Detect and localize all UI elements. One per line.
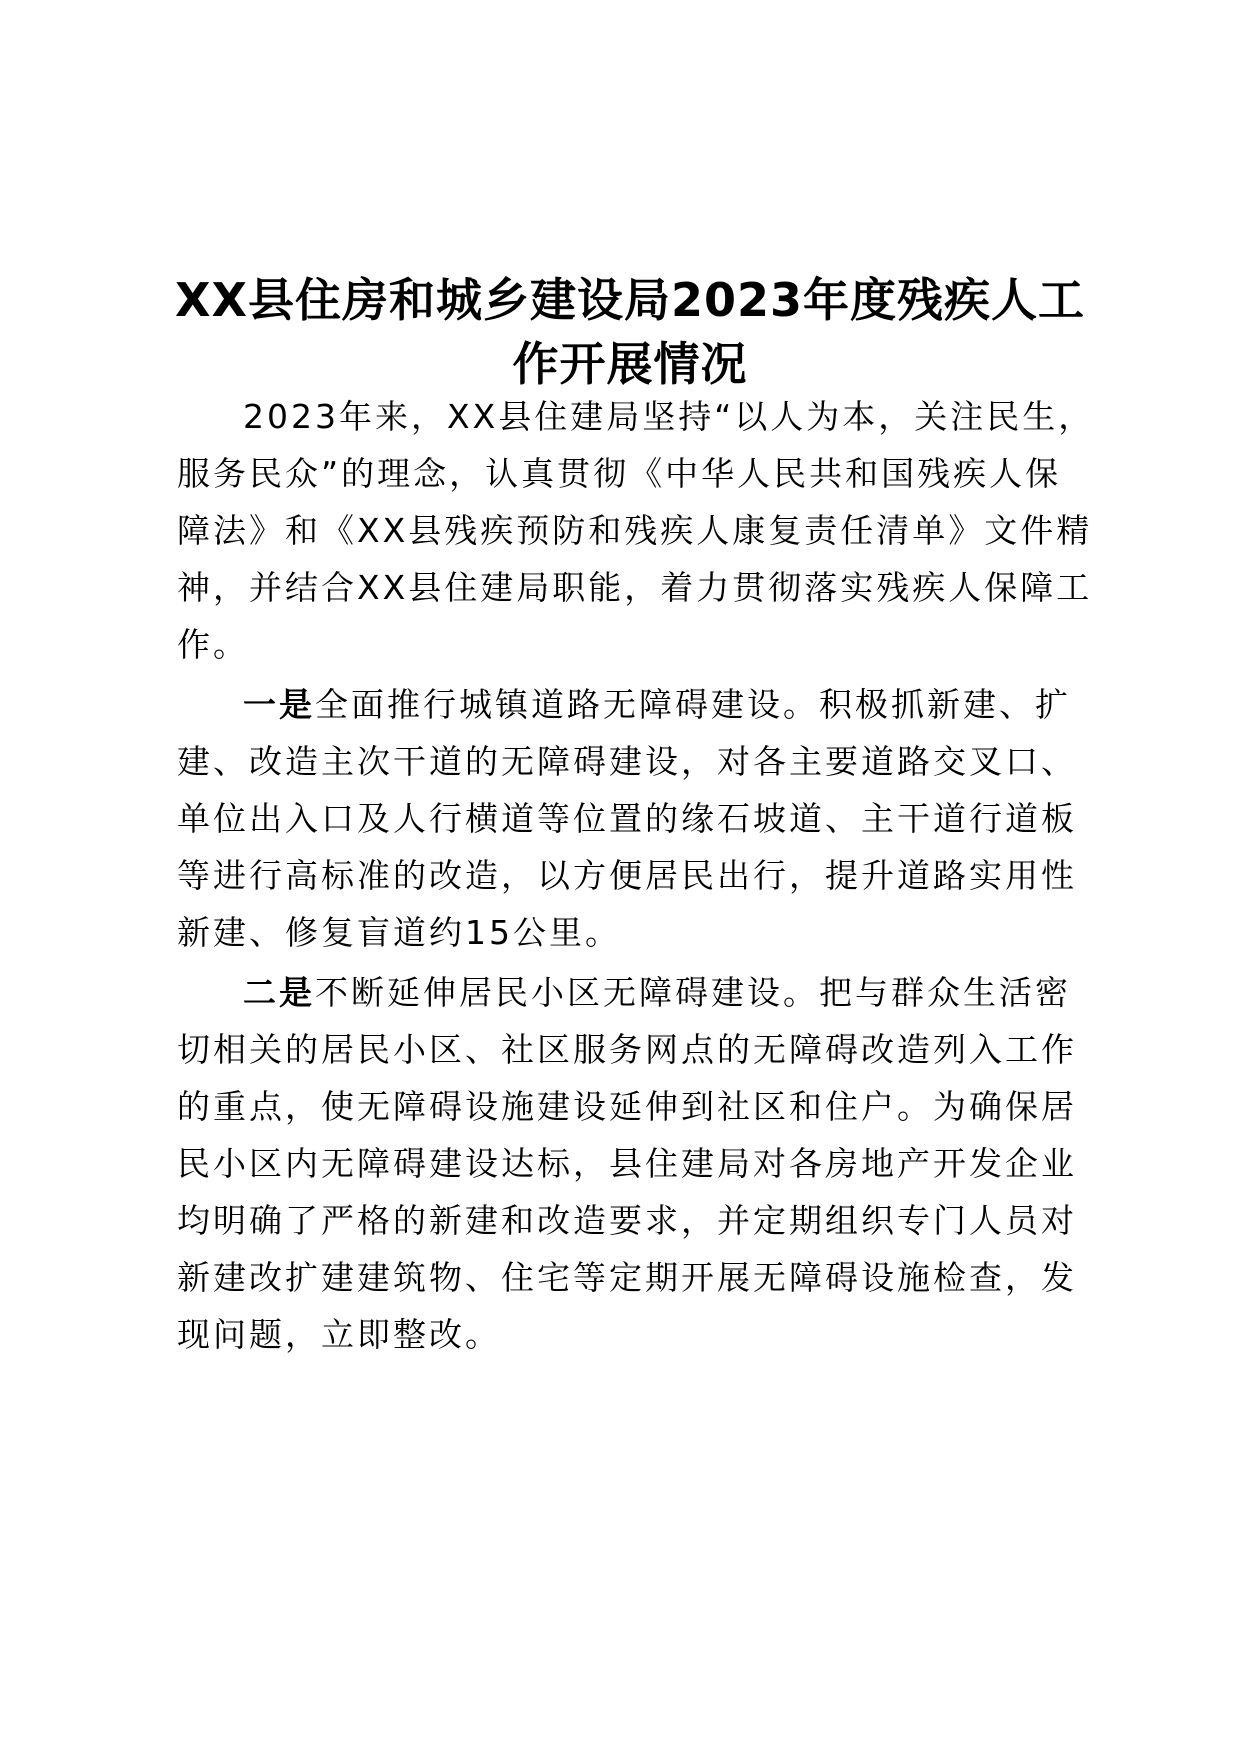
section-2-line: 民小区内无障碍建设达标，县住建局对各房地产开发企业 — [177, 1144, 1077, 1183]
intro-line: 服务民众”的理念，认真贯彻《中华人民共和国残疾人保 — [177, 454, 1062, 493]
section-2-lead: 二是 — [243, 973, 315, 1012]
intro-line: 作。 — [177, 625, 249, 664]
section-2-line: 切相关的居民小区、社区服务网点的无障碍改造列入工作 — [177, 1030, 1077, 1069]
intro-line: 障法》和《XX县残疾预防和残疾人康复责任清单》文件精 — [177, 511, 1093, 550]
section-1-line: 建、改造主次干道的无障碍建设，对各主要道路交叉口、 — [177, 742, 1077, 781]
document-title — [150, 268, 1110, 396]
section-1-text: 全面推行城镇道路无障碍建设。积极抓新建、扩 — [315, 685, 1071, 724]
section-2-first-line — [243, 969, 1071, 1017]
section-1-lead: 一是 — [243, 685, 315, 724]
section-1-line: 新建、修复盲道约15公里。 — [177, 913, 621, 952]
intro-line: 神，并结合XX县住建局职能，着力贯彻落实残疾人保障工 — [177, 568, 1093, 607]
section-2-line: 均明确了严格的新建和改造要求，并定期组织专门人员对 — [177, 1201, 1077, 1240]
section-2-line: 的重点，使无障碍设施建设延伸到社区和住户。为确保居 — [177, 1087, 1077, 1126]
intro-line: 2023年来，XX县住建局坚持“以人为本，关注民生， — [243, 397, 1095, 436]
section-1-line: 等进行高标准的改造，以方便居民出行，提升道路实用性 — [177, 856, 1077, 895]
section-2-text: 不断延伸居民小区无障碍建设。把与群众生活密 — [315, 973, 1071, 1012]
title-line-2: 作开展情况 — [512, 337, 748, 391]
section-2-line: 现问题，立即整改。 — [177, 1315, 501, 1354]
title-line-1: XX县住房和城乡建设局2023年度残疾人工 — [175, 273, 1085, 327]
section-1-first-line — [243, 681, 1071, 729]
section-2-line: 新建改扩建建筑物、住宅等定期开展无障碍设施检查，发 — [177, 1258, 1077, 1297]
section-1-line: 单位出入口及人行横道等位置的缘石坡道、主干道行道板 — [177, 799, 1077, 838]
